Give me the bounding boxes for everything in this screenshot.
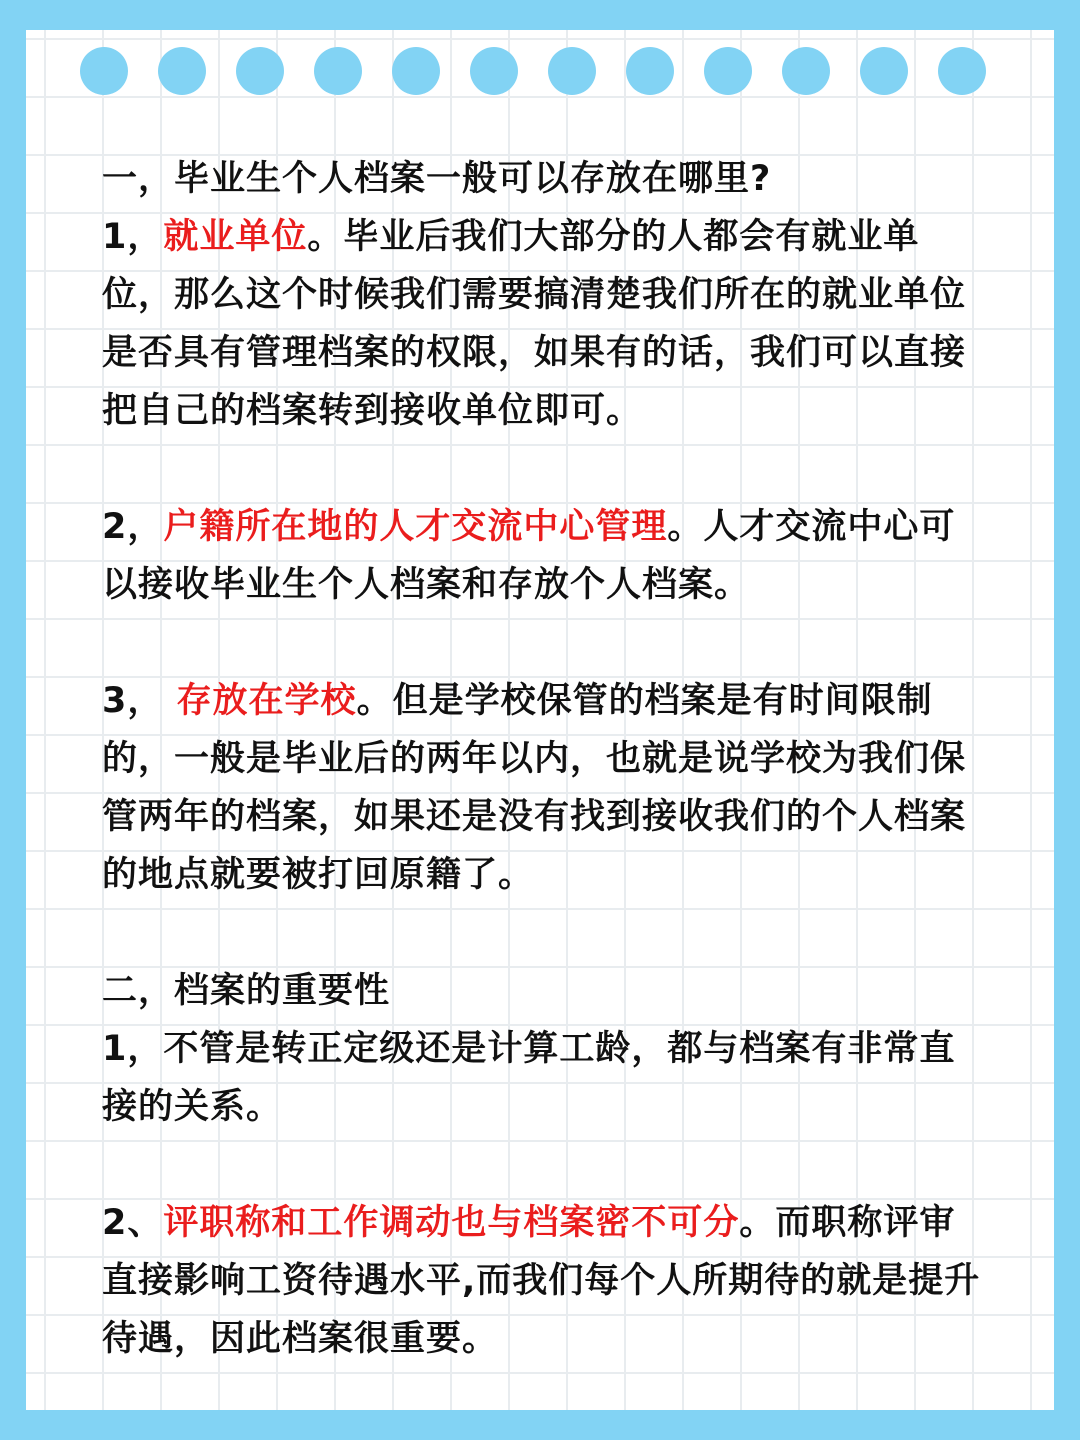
- item-text: 。毕业后我们大部分的人都会有就业单位，那么这个时候我们需要搞清楚我们所在的就业单位是否具有管理档案的权限，如果有的话，我们可以直接把自己的档案转到接收单位即可。: [102, 217, 967, 431]
- binder-hole: [548, 47, 596, 95]
- binder-hole: [314, 47, 362, 95]
- section2-item1: 1，不管是转正定级还是计算工龄，都与档案有非常直接的关系。: [102, 1029, 956, 1127]
- binder-hole: [704, 47, 752, 95]
- item-number: 2、: [102, 1203, 164, 1243]
- item-text: 。人才交流中心可以接收毕业生个人档案和存放个人档案。: [102, 507, 956, 605]
- item-number: 1，: [102, 217, 164, 257]
- article-content: [102, 150, 982, 1368]
- item-text: 。但是学校保管的档案是有时间限制的，一般是毕业后的两年以内，也就是说学校为我们保管两年的档案，如果还是没有找到接收我们的个人档案的地点就要被打回原籍了。: [102, 681, 967, 895]
- highlight-text: 存放在学校: [176, 681, 357, 721]
- item-number: 2，: [102, 507, 164, 547]
- highlight-text: 评职称和工作调动也与档案密不可分: [163, 1203, 740, 1243]
- section1-heading: 一，毕业生个人档案一般可以存放在哪里?: [102, 159, 772, 199]
- binder-hole: [470, 47, 518, 95]
- binder-hole: [392, 47, 440, 95]
- section2-heading: 二，档案的重要性: [102, 971, 391, 1011]
- binder-hole: [782, 47, 830, 95]
- binder-hole: [860, 47, 908, 95]
- binder-holes: [80, 47, 986, 97]
- section1-item1: [102, 208, 982, 440]
- binder-hole: [938, 47, 986, 95]
- binder-hole: [80, 47, 128, 95]
- section1-item3: [102, 672, 982, 904]
- highlight-text: 就业单位: [163, 217, 308, 257]
- binder-hole: [236, 47, 284, 95]
- binder-hole: [626, 47, 674, 95]
- section1-item2: [102, 498, 982, 614]
- item-text: 。而职称评审直接影响工资待遇水平,而我们每个人所期待的就是提升待遇，因此档案很重要。: [102, 1203, 981, 1359]
- section2-item2: [102, 1194, 982, 1368]
- highlight-text: 户籍所在地的人才交流中心管理: [163, 507, 668, 547]
- item-number: 3，: [102, 681, 177, 721]
- binder-hole: [158, 47, 206, 95]
